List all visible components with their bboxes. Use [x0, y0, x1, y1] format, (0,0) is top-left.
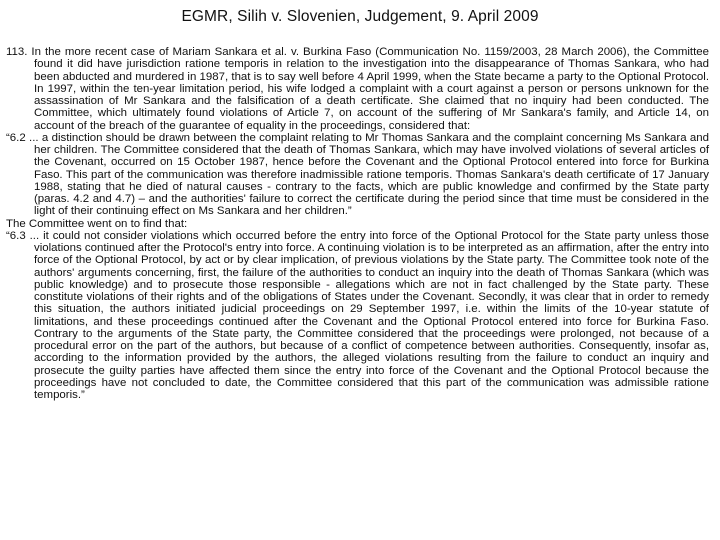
transition-text: The Committee went on to find that:	[6, 217, 188, 230]
quote-6-3: “6.3 ... it could not consider violations which occurred before the entry into force of the Optional Protocol for the State party unless those violations continued after the Protocol's entry into force. A continuing violation is to be interpreted as an affirmation, after the entry into force of the Optional Protocol, by act or by clear implication, of previous violations by the State party. The Committee took note of the authors' arguments concerning, first, the failure of the authorities to conduct an inquiry into the death of Thomas Sankara (which was public knowledge) and to prosecute those responsible - allegations which are not in fact challenged by the State party. These constitute violations of their rights and of the obligations of States under the Covenant. Secondly, it was clear that in order to remedy this situation, the authors initiated judicial proceedings on 29 September 1997, i.e. within the limits of the 10-year statute of limitations, and these proceedings continued after the Covenant and the Optional Protocol entered into force for Burkina Faso. Contrary to the arguments of the State party, the Committee considered that the proceedings were prolonged, not because of a procedural error on the part of the authors, but because of a conflict of competence between authorities. Consequently, insofar as, according to the information provided by the authors, the alleged violations resulting from the failure to conduct an inquiry and prosecute the guilty parties have affected them since the entry into force of the Covenant and the Optional Protocol because the proceedings have not concluded to date, the Committee considered that this part of the communication was admissible ratione temporis.”	[6, 229, 709, 401]
quote-6-2: “6.2 ... a distinction should be drawn between the complaint relating to Mr Thomas Sankara and the complaint concerning Ms Sankara and her children. The Committee considered that the death of Thomas Sankara, which may have involved violations of several articles of the Covenant, occurred on 15 October 1987, hence before the Covenant and the Optional Protocol entered into force for Burkina Faso. This part of the communication was therefore inadmissible ratione temporis. Thomas Sankara's death certificate of 17 January 1988, stating that he died of natural causes - contrary to the facts, which are public knowledge and confirmed by the State party (paras. 4.2 and 4.7) – and the authorities' failure to correct the certificate during the period since that time must be considered in the light of their continuing effect on Ms Sankara and her children.”	[6, 131, 709, 218]
document-title: EGMR, Silih v. Slovenien, Judgement, 9. April 2009	[181, 8, 539, 25]
document-body	[6, 46, 709, 401]
paragraph-113: 113. In the more recent case of Mariam Sankara et al. v. Burkina Faso (Communication No. 1159/2003, 28 March 2006), the Committee found it did have jurisdiction ratione temporis in relation to the investigation into the disappearance of Thomas Sankara, who had been abducted and murdered in 1987, that is to say well before 4 April 1999, when the State became a party to the Optional Protocol. In 1997, within the ten-year limitation period, his wife lodged a complaint with a court against a person or persons unknown for the assassination of Mr Sankara and the falsification of a death certificate. She claimed that no inquiry had been conducted. The Committee, which ultimately found violations of Article 7, on account of the suffering of Mr Sankara's family, and Article 14, on account of the breach of the guarantee of equality in the proceedings, considered that:	[6, 46, 709, 132]
